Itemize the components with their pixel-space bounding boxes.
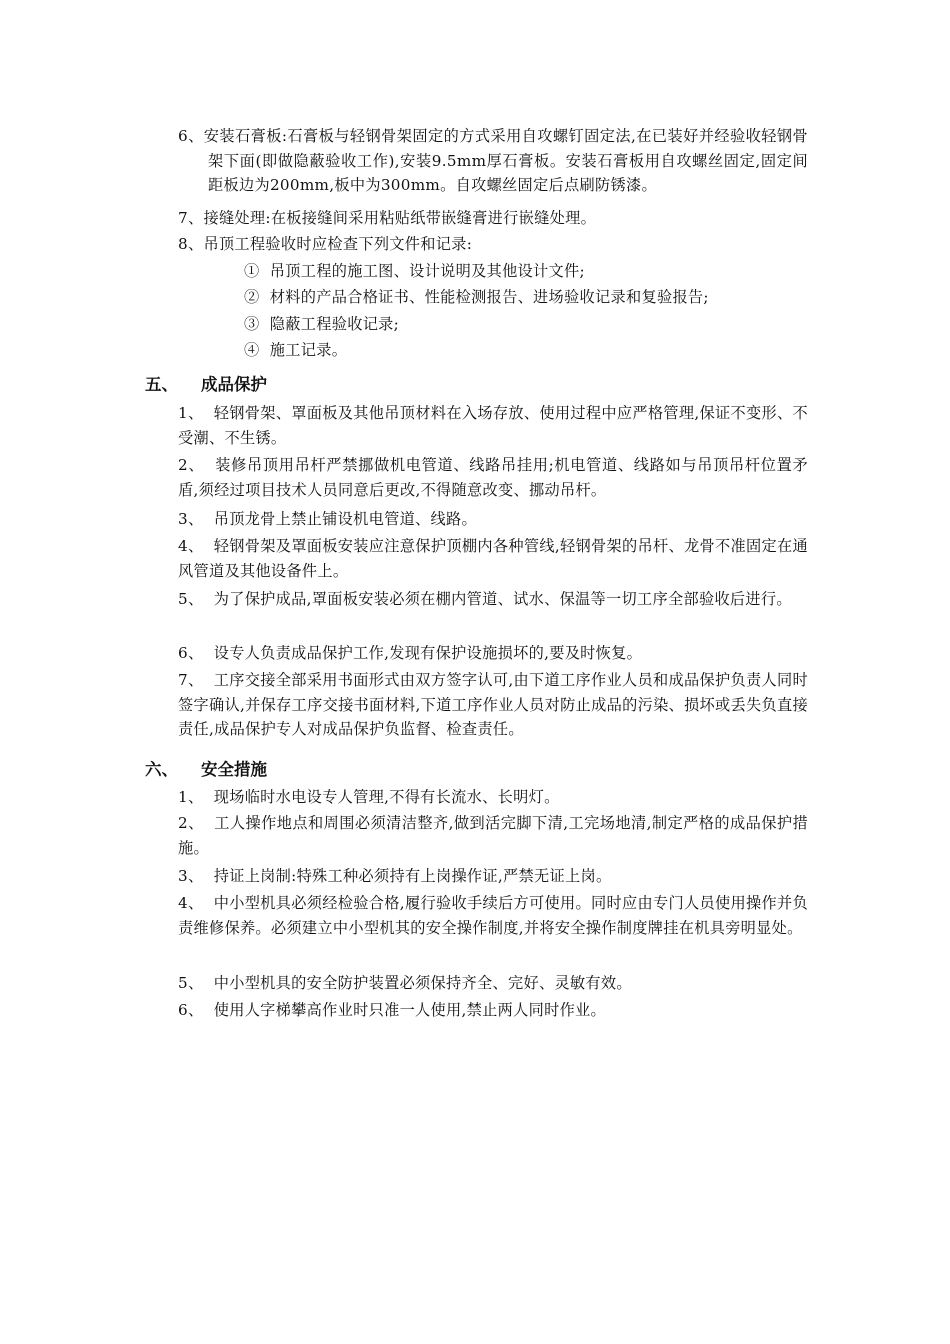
sub-item-text: 施工记录。 (269, 341, 348, 359)
item-text: 中小型机具的安全防护装置必须保持齐全、完好、灵敏有效。 (213, 974, 632, 992)
item-text: 持证上岗制:特殊工种必须持有上岗操作证,严禁无证上岗。 (213, 867, 612, 885)
item-text: 使用人字梯攀高作业时只准一人使用,禁止两人同时作业。 (213, 1001, 607, 1019)
item-number: 7、 (178, 209, 204, 227)
item-number: 6、 (178, 127, 204, 145)
sub-item-1 (244, 259, 804, 284)
item-text: 吊顶龙骨上禁止铺设机电管道、线路。 (213, 510, 478, 528)
list-item-s5-2 (178, 453, 808, 502)
item-number: 8、 (178, 235, 204, 253)
list-item-s6-6 (178, 998, 808, 1023)
section-title: 安全措施 (201, 760, 267, 779)
section-number: 六、 (145, 760, 178, 779)
item-number: 3、 (178, 867, 204, 885)
item-text: 工人操作地点和周围必须清洁整齐,做到活完脚下清,工完场地清,制定严格的成品保护措施。 (178, 814, 808, 857)
item-number: 1、 (178, 404, 204, 422)
list-item-s6-2 (178, 811, 808, 860)
item-number: 3、 (178, 510, 204, 528)
item-text: 吊顶工程验收时应检查下列文件和记录: (203, 235, 473, 253)
section-number: 五、 (145, 375, 178, 394)
item-text: 设专人负责成品保护工作,发现有保护设施损坏的,要及时恢复。 (213, 644, 643, 662)
list-item-s6-4 (178, 891, 808, 940)
item-number: 6、 (178, 1001, 204, 1019)
sub-item-4 (244, 338, 804, 363)
list-item-s6-1 (178, 785, 808, 810)
list-item-s4-6 (178, 124, 808, 198)
item-number: 5、 (178, 590, 204, 608)
item-number: 4、 (178, 537, 204, 555)
sub-item-text: 吊顶工程的施工图、设计说明及其他设计文件; (269, 262, 585, 280)
item-text: 装修吊顶用吊杆严禁挪做机电管道、线路吊挂用;机电管道、线路如与吊顶吊杆位置矛盾,须经过项目技术人员同意后更改,不得随意改变、挪动吊杆。 (178, 456, 808, 499)
list-item-s5-6 (178, 641, 808, 666)
item-number: 5、 (178, 974, 204, 992)
section-heading-6 (145, 757, 267, 783)
section-title: 成品保护 (201, 375, 267, 394)
item-text: 中小型机具必须经检验合格,履行验收手续后方可使用。同时应由专门人员使用操作并负责维修保养。必须建立中小型机其的安全操作制度,并将安全操作制度牌挂在机具旁明显处。 (178, 894, 808, 937)
item-text: 轻钢骨架、罩面板及其他吊顶材料在入场存放、使用过程中应严格管理,保证不变形、不受潮、不生锈。 (178, 404, 808, 447)
sub-item-2 (244, 285, 804, 310)
item-number: 6、 (178, 644, 204, 662)
item-text: 现场临时水电设专人管理,不得有长流水、长明灯。 (213, 788, 560, 806)
list-item-s4-7 (178, 206, 808, 231)
list-item-s6-5 (178, 971, 808, 996)
item-text: 工序交接全部采用书面形式由双方签字认可,由下道工序作业人员和成品保护负责人同时签字确认,并保存工序交接书面材料,下道工序作业人员对防止成品的污染、损坏或丢失负直接责任,成品保护专人对成品保护负监督、检查责任。 (178, 671, 808, 738)
sub-item-number: ② (244, 288, 260, 306)
list-item-s5-7 (178, 668, 808, 742)
list-item-s5-5 (178, 587, 808, 612)
item-number: 2、 (178, 814, 204, 832)
sub-item-number: ① (244, 262, 260, 280)
item-number: 4、 (178, 894, 204, 912)
item-text: 为了保护成品,罩面板安装必须在棚内管道、试水、保温等一切工序全部验收后进行。 (213, 590, 792, 608)
item-text: 接缝处理:在板接缝间采用粘贴纸带嵌缝膏进行嵌缝处理。 (203, 209, 597, 227)
list-item-s6-3 (178, 864, 808, 889)
item-number: 1、 (178, 788, 204, 806)
list-item-s4-8 (178, 232, 808, 257)
sub-item-3 (244, 312, 804, 337)
item-number: 7、 (178, 671, 204, 689)
sub-item-text: 材料的产品合格证书、性能检测报告、进场验收记录和复验报告; (269, 288, 709, 306)
item-text: 轻钢骨架及罩面板安装应注意保护顶棚内各种管线,轻钢骨架的吊杆、龙骨不准固定在通风管道及其他设备件上。 (178, 537, 808, 580)
item-text: 安装石膏板:石膏板与轻钢骨架固定的方式采用自攻螺钉固定法,在已装好并经验收轻钢骨架下面(即做隐蔽验收工作),安装9.5mm厚石膏板。安装石膏板用自攻螺丝固定,固定间距板边为200mm,板中为300mm。自攻螺丝固定后点刷防锈漆。 (203, 127, 808, 194)
sub-item-number: ③ (244, 315, 260, 333)
list-item-s5-1 (178, 401, 808, 450)
sub-item-number: ④ (244, 341, 260, 359)
list-item-s5-4 (178, 534, 808, 583)
list-item-s5-3 (178, 507, 808, 532)
item-number: 2、 (178, 456, 205, 474)
section-heading-5 (145, 372, 267, 398)
sub-item-text: 隐蔽工程验收记录; (269, 315, 400, 333)
